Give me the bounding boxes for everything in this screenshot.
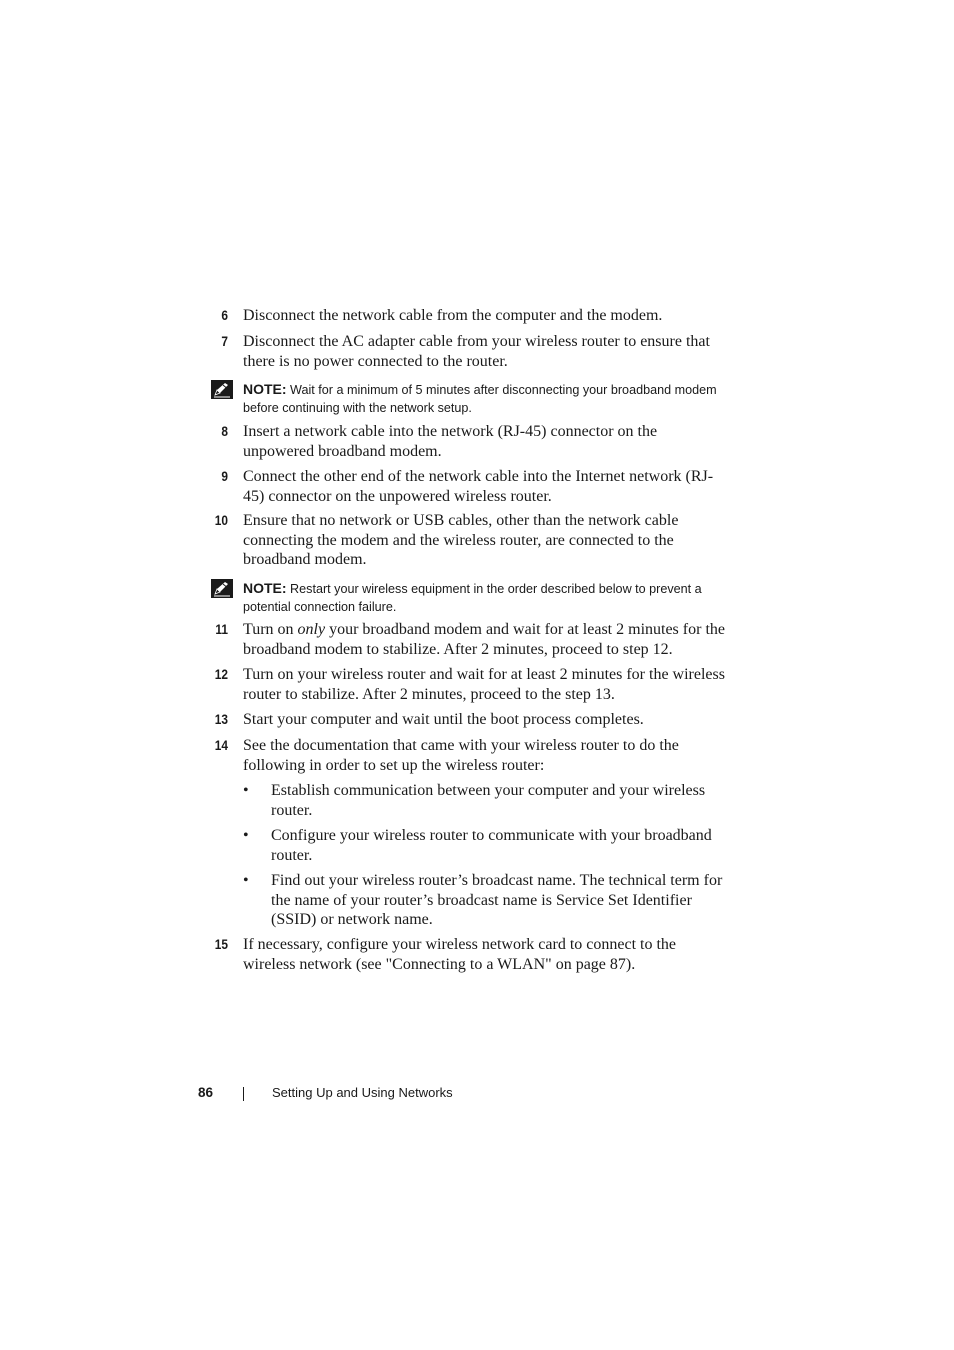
bullet-symbol: • <box>243 872 249 889</box>
bullet-text: Find out your wireless router’s broadcast name. The technical term for the name of your router’s broadcast name is Service Set Identifier (SSID) or network name. <box>271 872 723 928</box>
note-text <box>243 579 733 616</box>
step-text: Turn on your wireless router and wait for at least 2 minutes for the wireless router to stabilize. After 2 minutes, proceed to the step 13. <box>243 666 725 703</box>
step-number: 9 <box>221 469 228 484</box>
step-number: 14 <box>214 738 228 753</box>
note-text <box>243 380 733 417</box>
note-body: Restart your wireless equipment in the order described below to prevent a potential connection failure. <box>243 582 702 614</box>
step-text: Disconnect the AC adapter cable from your wireless router to ensure that there is no power connected to the router. <box>243 333 710 370</box>
note-pencil-icon <box>211 380 233 399</box>
note-label: NOTE: <box>243 381 287 397</box>
step-number: 6 <box>221 308 228 323</box>
step-number: 12 <box>214 667 228 682</box>
step-text: Start your computer and wait until the boot process completes. <box>243 711 644 728</box>
page-number: 86 <box>198 1085 214 1100</box>
bullet-text: Establish communication between your computer and your wireless router. <box>271 782 706 819</box>
step-text <box>243 620 725 659</box>
note-pencil-icon <box>211 579 233 598</box>
step-text: Connect the other end of the network cable into the Internet network (RJ-45) connector on the unpowered wireless router. <box>243 468 714 505</box>
step-number: 13 <box>214 712 228 727</box>
bullet-text: Configure your wireless router to communicate with your broadband router. <box>271 827 712 864</box>
note-body: Wait for a minimum of 5 minutes after disconnecting your broadband modem before continuing with the network setup. <box>243 383 717 415</box>
step-text: Insert a network cable into the network (RJ-45) connector on the unpowered broadband modem. <box>243 423 658 460</box>
step-number: 11 <box>215 622 228 637</box>
bullet-symbol: • <box>243 782 249 799</box>
step-number: 8 <box>221 424 228 439</box>
step-text-emphasis: only <box>297 621 326 638</box>
step-text: If necessary, configure your wireless network card to connect to the wireless network (see "Connecting to a WLAN" on page 87). <box>243 936 677 973</box>
footer-section-title: Setting Up and Using Networks <box>272 1085 453 1100</box>
step-text-part: Turn on <box>243 621 298 638</box>
step-text-part: your broadband modem and wait for at least 2 minutes for the broadband modem to stabilize. After 2 minutes, proceed to step 12. <box>243 621 725 658</box>
note-label: NOTE: <box>243 580 287 596</box>
step-text: Ensure that no network or USB cables, other than the network cable connecting the modem and the wireless router, are connected to the broadband modem. <box>243 512 679 568</box>
step-text: See the documentation that came with your wireless router to do the following in order to set up the wireless router: <box>243 737 679 774</box>
footer-divider <box>243 1087 244 1101</box>
step-number: 15 <box>214 937 228 952</box>
step-number: 7 <box>221 334 228 349</box>
step-number: 10 <box>214 513 228 528</box>
bullet-symbol: • <box>243 827 249 844</box>
step-text: Disconnect the network cable from the computer and the modem. <box>243 307 663 324</box>
